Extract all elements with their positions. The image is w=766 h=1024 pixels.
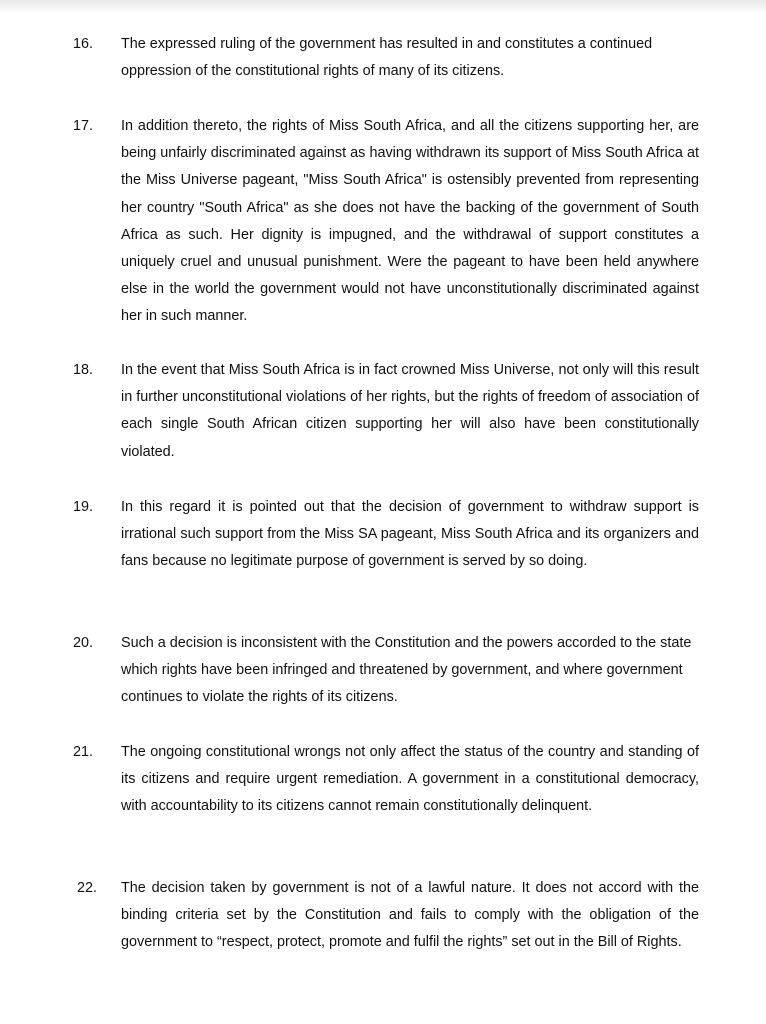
paragraph-text: Such a decision is inconsistent with the Constitution and the powers accorded to the state which rights have been infringed and threatened by government, and where government continues to violate the rights of its citizens. — [121, 635, 692, 706]
paragraph-text: The decision taken by government is not of a lawful nature. It does not accord with the binding criteria set by the Constitution and fails to comply with the obligation of the government to “respect, protect, promote and fulfil the rights” set out in the Bill of Rights. — [121, 880, 699, 951]
paragraph-text: The ongoing constitutional wrongs not only affect the status of the country and standing of its citizens and require urgent remediation. A government in a constitutional democracy, with accountability to its citizens cannot remain constitutionally delinquent. — [121, 744, 699, 815]
paragraph-number: 22. — [77, 880, 98, 896]
paragraph-number: 16. — [73, 36, 94, 52]
paragraph-number: 20. — [73, 635, 94, 651]
paragraph-text: The expressed ruling of the government has resulted in and constitutes a continued oppression of the constitutional rights of many of its citizens. — [121, 36, 653, 80]
paragraph-number: 19. — [73, 499, 94, 515]
paragraph-number: 18. — [73, 362, 94, 378]
paragraph-text: In addition thereto, the rights of Miss South Africa, and all the citizens supporting her, are being unfairly discriminated against as having withdrawn its support of Miss South Africa at the Miss Universe pageant, "Miss South Africa" is ostensibly prevented from representing her country "South Africa" as she does not have the backing of the government of South Africa as such. Her dignity is impugned, and the withdrawal of support constitutes a uniquely cruel and unusual punishment. Were the pageant to have been held anywhere else in the world the government would not have unconstitutionally discriminated against her in such manner. — [121, 118, 699, 325]
paragraph-number: 17. — [73, 118, 94, 134]
paragraph-number: 21. — [73, 744, 94, 760]
paragraph-text: In the event that Miss South Africa is in fact crowned Miss Universe, not only will this result in further unconstitutional violations of her rights, but the rights of freedom of association of each single South African citizen supporting her will also have been constitutionally violated. — [121, 362, 699, 460]
paragraph-text: In this regard it is pointed out that the decision of government to withdraw support is irrational such support from the Miss SA pageant, Miss South Africa and its organizers and fans because no legitimate purpose of government is served by so doing. — [121, 499, 699, 570]
